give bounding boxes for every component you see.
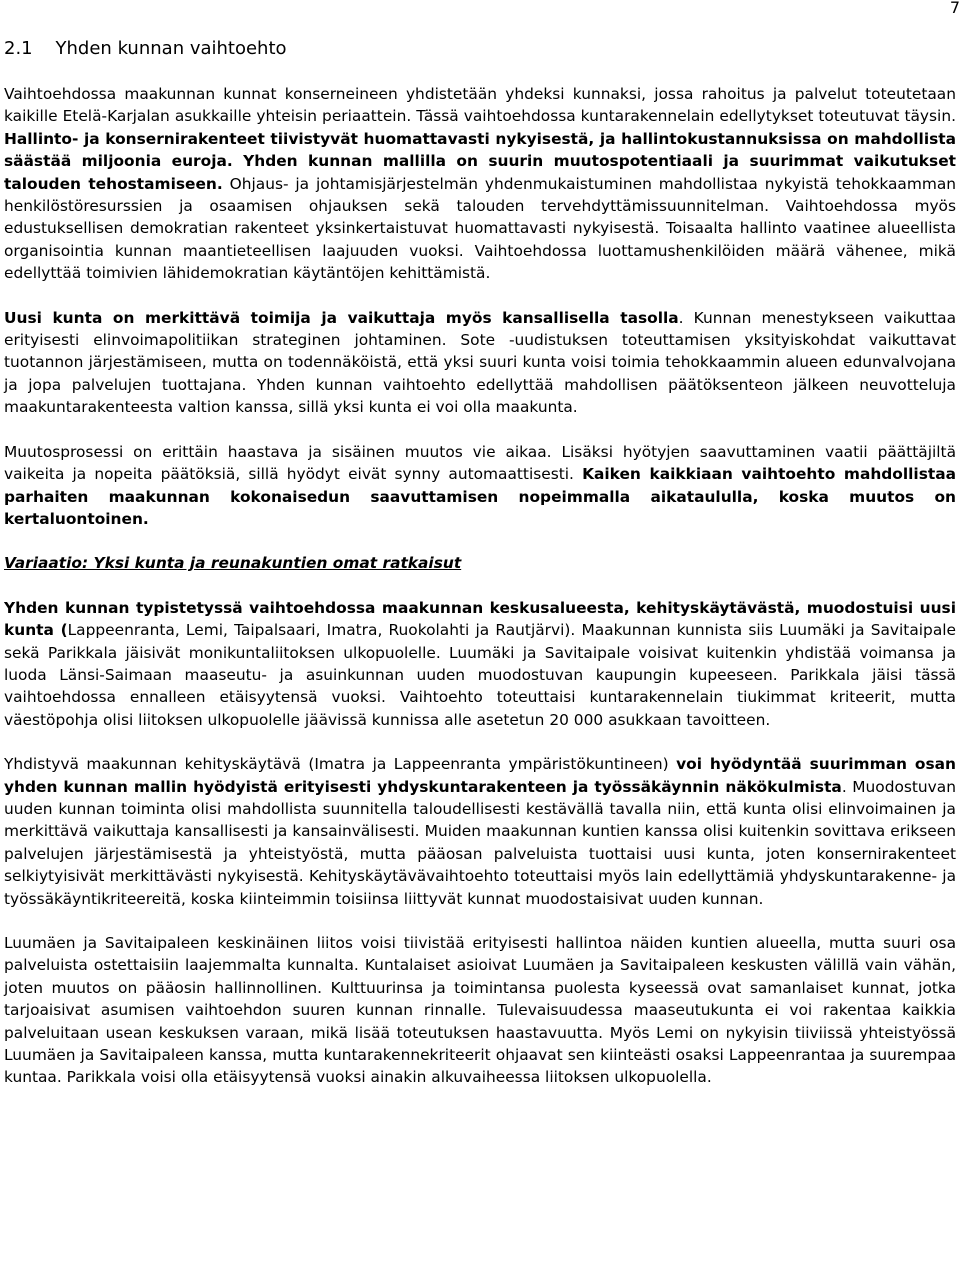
- paragraph-emphasis: Kaiken kaikkiaan vaihtoehto mahdollistaa parhaiten maakunnan kokonaisedun saavuttamisen nopeimmalla aikataululla, koska muutos on kertaluontoinen.: [4, 465, 956, 528]
- paragraph-reduced-alternative: [4, 597, 956, 731]
- paragraph-luumaki-savitaipale: [4, 932, 956, 1089]
- paragraph-text: Tässä vaihtoehdossa kuntarakennelain edellytykset toteutuvat täysin.: [411, 107, 956, 126]
- page-number: 7: [949, 0, 960, 17]
- section-title: Yhden kunnan vaihtoehto: [55, 38, 287, 59]
- paragraph-text: Lappeenranta, Lemi, Taipalsaari, Imatra, Ruokolahti ja Rautjärvi). Maakunnan kunnista siis Luumäki ja Savitaipale sekä Parikkala jäisivät monikuntaliitoksen ulkopuolelle. Luumäki ja Savitaipale voisivat kuitenkin yhdistää voimansa ja luoda Länsi-Saimaan maaseutu- ja asuinkunnan uuden muodostuvan kaupungin kupeeseen. Parikkala jäisi tässä vaihtoehdossa ennalleen etäisyytensä vuoksi. Vaihtoehto toteuttaisi kuntarakennelain tiukimmat kriteerit, mutta väestöpohja olisi liitoksen ulkopuolelle jäävissä kunnissa alle asetetun 20 000 asukkaan tavoitteen.: [4, 621, 956, 729]
- paragraph-text: Yhdistyvä maakunnan kehityskäytävä (Imatra ja Lappeenranta ympäristökuntineen): [4, 755, 677, 774]
- paragraph-text: . Muodostuvan uuden kunnan toiminta olisi mahdollista suunnitella taloudellisesti kestävällä tavalla niin, että kunta olisi elinvoimainen ja merkittävä vaikuttaja kansallisesti ja kansainvälisesti. Muiden maakunnan kuntien kanssa olisi kuitenkin sovittava erikseen palvelujen järjestämisestä ja yhteistyöstä, mutta pääosan palveluista tuottaisi uusi kunta, joten konsernirakenteet selkiytyisivät merkittävästi nykyisestä. Kehityskäytävävaihtoehto toteuttaisi myös lain edellyttämiä yhdyskuntarakenne- ja työssäkäyntikriteereitä, koska kiinteimmin toisiinsa liittyvät kunnat muodostaisivat uuden kunnan.: [4, 777, 956, 908]
- section-heading: [4, 38, 956, 60]
- paragraph-change-process: [4, 441, 956, 531]
- paragraph-text: Luumäen ja Savitaipaleen keskinäinen liitos voisi tiivistää erityisesti hallintoa näiden kuntien alueella, mutta suuri osa palveluista ostettaisiin laajemmalta kunnalta. Kuntalaiset asioivat Luumäen ja Savitaipaleen keskusten välillä vain vähän, joten muutos on pääosin hallinnollinen. Kulttuurinsa ja toimintansa puolesta kyseessä ovat samanlaiset kunnat, jotka tarjoaisivat asumisen vaihtoehdon suuren kunnan rinnalle. Tulevaisuudessa maaseutukunta ei voi rakentaa kaikkia palveluitaan usean keskuksen varaan, mikä lisää toteutuksen haastavuutta. Myös Lemi on nykyisin tiiviissä yhteistyössä Luumäen ja Savitaipaleen kanssa, mutta kuntarakennekriteerit ohjaavat sen kiinteästi osaksi Lappeenrantaa ja suurempaa kuntaa. Parikkala voisi olla etäisyytensä vuoksi ainakin alkuvaiheessa liitoksen ulkopuolella.: [4, 934, 956, 1087]
- paragraph-text: Vaihtoehdossa maakunnan kunnat konserneineen yhdistetään yhdeksi kunnaksi, jossa rahoitus ja palvelut toteutetaan kaikille Etelä-Karjalan asukkaille yhteisin periaattein.: [4, 85, 956, 126]
- paragraph-emphasis: Yhden kunnan typistetyssä vaihtoehdossa maakunnan keskusalueesta, kehityskäytävästä, muodostuisi uusi kunta (: [4, 598, 956, 640]
- paragraph-emphasis: Uusi kunta on merkittävä toimija ja vaikuttaja myös kansallisella tasolla: [4, 308, 679, 327]
- paragraph-text: Ohjaus- ja johtamisjärjestelmän yhdenmukaistuminen mahdollistaa nykyistä tehokkaamman henkilöstöresurssien ja osaamisen ohjauksen sekä talouden tervehdyttämissuunnitelman. Vaihtoehdossa myös edustuksellisen demokratian rakenteet yksinkertaistuvat huomattavasti nykyisestä. Toisaalta hallinto vaatinee alueellista organisointia kunnan maantieteellisen laajuuden vuoksi. Vaihtoehdossa luottamushenkilöiden määrä vähenee, mikä edellyttää toimivien lähidemokratian käytäntöjen kehittämistä.: [4, 174, 957, 283]
- paragraph-text: Muutosprosessi on erittäin haastava ja sisäinen muutos vie aikaa. Lisäksi hyötyjen saavuttaminen vaatii päättäjiltä vaikeita ja nopeita päätöksiä, sillä hyödyt eivät synny automaattisesti.: [4, 442, 956, 484]
- document-body: [4, 38, 956, 1111]
- paragraph-one-municipality-intro: [4, 83, 956, 285]
- paragraph-emphasis: voi hyödyntää suurimman osan yhden kunnan mallin hyödyistä erityisesti yhdyskuntarakenteen ja työssäkäynnin näkökulmista: [4, 755, 956, 796]
- paragraph-development-corridor: [4, 753, 956, 910]
- paragraph-emphasis: Hallinto- ja konsernirakenteet tiivistyvät huomattavasti nykyisestä, ja hallintokustannuksissa on mahdollista säästää miljoonia euroja. Yhden kunnan mallilla on suurin muutospotentiaali ja suurimmat vaikutukset talouden tehostamiseen.: [4, 129, 956, 193]
- section-number: 2.1: [4, 38, 33, 59]
- paragraph-text: . Kunnan menestykseen vaikuttaa erityisesti elinvoimapolitiikan strateginen johtaminen. Sote -uudistuksen toteuttamisen yksityiskohdat vaikuttavat tuotannon järjestämiseen, mutta on todennäköistä, että yksi suuri kunta voisi toimia tehokkaammin alueen edunvalvojana ja jopa palvelujen tuottajana. Yhden kunnan vaihtoehto edellyttää mahdollisen päätöksenteon jälkeen neuvotteluja maakuntarakenteesta valtion kanssa, sillä yksi kunta ei voi olla maakunta.: [4, 308, 956, 417]
- variation-heading: [4, 552, 956, 574]
- paragraph-new-municipality: [4, 307, 956, 419]
- variation-title: Variaatio: Yksi kunta ja reunakuntien omat ratkaisut: [4, 554, 462, 573]
